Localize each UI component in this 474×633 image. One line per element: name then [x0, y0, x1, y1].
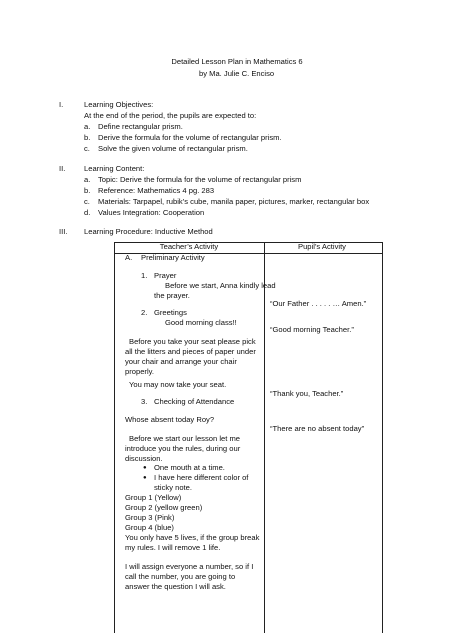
- pupil-response: “There are no absent today”: [270, 424, 365, 433]
- list-label: b.: [84, 133, 91, 142]
- list-item: Values Integration: Cooperation: [98, 208, 205, 217]
- section-heading: Learning Content:: [84, 164, 145, 173]
- list-item: Materials: Tarpapel, rubik’s cube, manila paper, pictures, marker, rectangular box: [98, 197, 370, 206]
- group-line: Group 3 (Pink): [125, 513, 175, 522]
- bullet-icon: ●: [143, 465, 147, 471]
- group-line: Group 1 (Yellow): [125, 493, 182, 502]
- teacher-line: answer the question I will ask.: [125, 582, 226, 591]
- teacher-line: You only have 5 lives, if the group break: [125, 533, 260, 542]
- step-number: 2.: [141, 308, 148, 317]
- teacher-line: Before you take your seat please pick: [129, 337, 256, 346]
- teacher-column-header: Teacher’s Activity: [159, 242, 219, 251]
- teacher-line: all the litters and pieces of paper under: [125, 347, 256, 356]
- teacher-line: Good morning class!!: [165, 318, 237, 327]
- section-number: II.: [59, 164, 66, 173]
- list-label: a.: [84, 122, 91, 131]
- teacher-line: Before we start our lesson let me: [129, 434, 241, 443]
- group-line: Group 4 (blue): [125, 523, 174, 532]
- list-label: d.: [84, 208, 91, 217]
- section-heading: Learning Procedure: Inductive Method: [84, 227, 213, 236]
- part-label: A.: [125, 253, 133, 262]
- pupil-response: “Good morning Teacher.”: [270, 325, 354, 334]
- list-item: Solve the given volume of rectangular prism.: [98, 144, 248, 153]
- step-number: 1.: [141, 271, 148, 280]
- part-title: Preliminary Activity: [141, 253, 205, 262]
- list-label: b.: [84, 186, 91, 195]
- section-heading: Learning Objectives:: [84, 100, 154, 109]
- teacher-line: Whose absent today Roy?: [125, 415, 215, 424]
- pupil-column-header: Pupil’s Activity: [298, 242, 346, 251]
- teacher-line: Before we start, Anna kindly lead: [165, 281, 276, 290]
- step-title: Greetings: [154, 308, 187, 317]
- pupil-response: “Thank you, Teacher.”: [270, 389, 344, 398]
- document-title: Detailed Lesson Plan in Mathematics 6: [171, 57, 303, 66]
- rule-item: I have here different color of: [154, 473, 249, 482]
- author-line: by Ma. Julie C. Enciso: [199, 69, 275, 78]
- teacher-line: introduce you the rules, during our: [125, 444, 241, 453]
- pupil-response: “Our Father . . . . . … Amen.”: [270, 299, 367, 308]
- group-line: Group 2 (yellow green): [125, 503, 203, 512]
- teacher-line: discussion.: [125, 454, 163, 463]
- list-label: c.: [84, 144, 90, 153]
- teacher-line: my rules. I will remove 1 life.: [125, 543, 221, 552]
- bullet-icon: ●: [143, 475, 147, 481]
- list-item: Reference: Mathematics 4 pg. 283: [98, 186, 215, 195]
- list-label: a.: [84, 175, 91, 184]
- teacher-line: properly.: [125, 367, 154, 376]
- section-number: III.: [59, 227, 68, 236]
- step-number: 3.: [141, 397, 148, 406]
- teacher-line: You may now take your seat.: [129, 380, 227, 389]
- list-item: Define rectangular prism.: [98, 122, 183, 131]
- teacher-line: the prayer.: [154, 291, 190, 300]
- objectives-intro: At the end of the period, the pupils are expected to:: [84, 111, 257, 120]
- step-title: Checking of Attendance: [154, 397, 235, 406]
- rule-item-continued: sticky note.: [154, 483, 192, 492]
- rule-item: One mouth at a time.: [154, 463, 225, 472]
- teacher-line: call the number, you are going to: [125, 572, 236, 581]
- step-title: Prayer: [154, 271, 177, 280]
- column-divider: [264, 243, 265, 633]
- teacher-line: your chair and arrange your chair: [125, 357, 237, 366]
- teacher-line: I will assign everyone a number, so if I: [125, 562, 254, 571]
- list-item: Derive the formula for the volume of rectangular prism.: [98, 133, 282, 142]
- list-item: Topic: Derive the formula for the volume of rectangular prism: [98, 175, 302, 184]
- list-label: c.: [84, 197, 90, 206]
- section-number: I.: [59, 100, 64, 109]
